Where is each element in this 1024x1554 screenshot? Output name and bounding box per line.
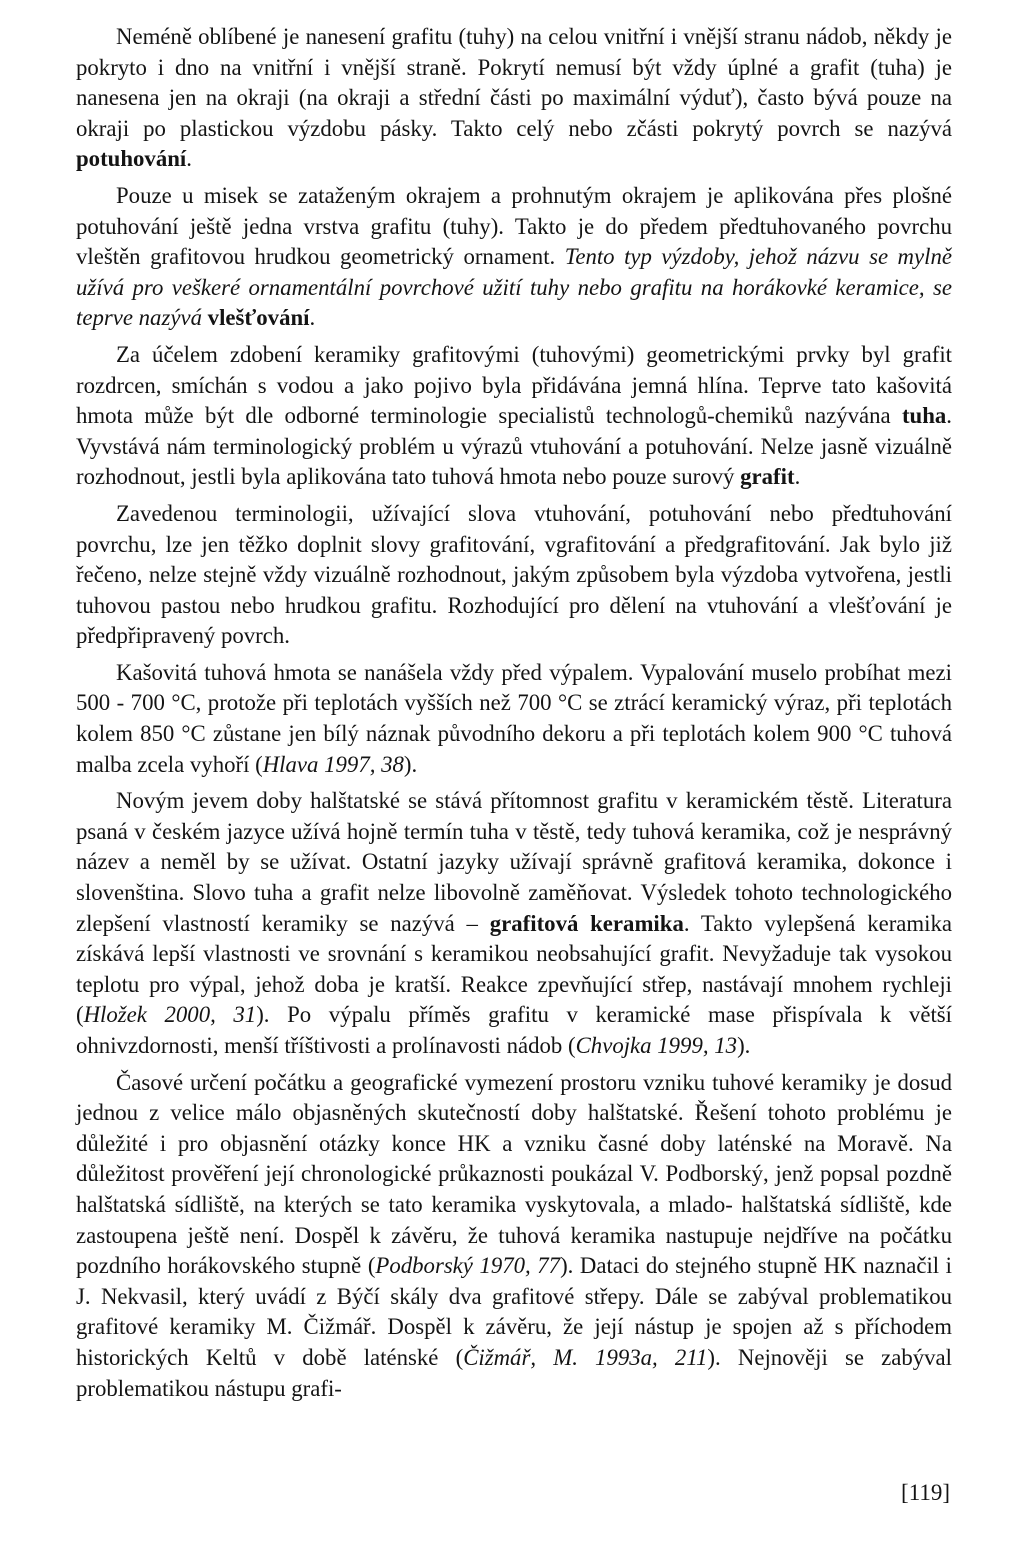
italic-text: Chvojka 1999, 13 bbox=[575, 1033, 738, 1058]
text-run: ). Po výpalu příměs grafitu v keramické mase přispívala k větší ohnivzdornosti, menší tříštivosti a prolínavosti nádob ( bbox=[76, 1002, 952, 1058]
bold-term: tuha bbox=[901, 403, 947, 429]
text-run: Kašovitá tuhová hmota se nanášela vždy před výpalem. Vypalování muselo probíhat mezi 500 - 700 °C, protože při teplotách vyšších než 700 °C se ztrácí keramický výraz, při teplotách kolem 850 °C zůstane jen bílý náznak původního dekoru a při teplotách kolem 900 °C tuhová malba zcela vyhoří ( bbox=[76, 659, 952, 777]
paragraph bbox=[76, 499, 952, 652]
italic-text: Hlava 1997, 38 bbox=[262, 751, 404, 777]
page-number: [119] bbox=[901, 1480, 950, 1505]
bold-term: vlešťování bbox=[207, 305, 310, 331]
text-run: Zavedenou terminologii, užívající slova vtuhování, potuhování nebo předtuhování povrchu, lze jen těžko doplnit slovy grafitování, vgrafitování a předgrafitování. Jak bylo již řečeno, nelze stejně vždy vizuálně rozhodnout, jakým způsobem byla výzdoba vytvořena, jestli tuhovou pastou nebo hrudkou grafitu. Rozhodující pro dělení na vtuhování a vlešťování je předpřipravený povrch. bbox=[76, 500, 952, 649]
text-run: Za účelem zdobení keramiky grafitovými (tuhovými) geometrickými prvky byl grafit rozdrcen, smíchán s vodou a jako pojivo byla přidávána jemná hlína. Teprve tato kašovitá hmota může být dle odborné terminologie specialistů technologů-chemiků nazývána bbox=[76, 341, 952, 429]
text-run: . bbox=[186, 146, 192, 172]
bold-term: grafit bbox=[740, 464, 795, 490]
text-run: Novým jevem doby halštatské se stává přítomnost grafitu v keramickém těstě. Literatura psaná v českém jazyce užívá hojně termín tuha v těstě, tedy tuhová keramika, což je nesprávný název a neměl by se užívat. Ostatní jazyky užívají správně grafitová keramika, dokonce i slovenština. Slovo tuha a grafit nelze libovolně zaměňovat. Výsledek tohoto technologického zlepšení vlastností keramiky se nazývá – bbox=[76, 788, 952, 936]
italic-text: Hložek 2000, 31 bbox=[83, 1002, 257, 1028]
text-run: . bbox=[309, 305, 316, 331]
text-run: ). bbox=[403, 751, 418, 777]
paragraph bbox=[76, 786, 952, 1061]
text-run: Časové určení počátku a geografické vymezení prostoru vzniku tuhové keramiky je dosud jednou z velice málo objasněných skutečností doby halštatské. Řešení tohoto problému je důležité i pro objasnění otázky konce HK a vzniku časné doby laténské na Moravě. Na důležitost prověření její chronologické průkaznosti poukázal V. Podborský, jenž popsal pozdně halštatská sídliště, na kterých se tato keramika vyskytovala, a mlado- halštatská sídliště, kde zastoupena ještě není. Dospěl k závěru, že tuhová keramika nastupuje nejdříve na počátku pozdního horákovského stupně ( bbox=[76, 1069, 952, 1279]
text-run: ). Nejnověji se zabýval problematikou nástupu grafi- bbox=[76, 1344, 952, 1401]
italic-text: Čižmář, M. 1993a, 211 bbox=[463, 1344, 708, 1370]
text-run: ). Dataci do stejného stupně HK naznačil i J. Nekvasil, který uvádí z Býčí skály dva grafitové střepy. Dále se zabýval problematikou grafitové keramiky M. Čižmář. Dospěl k závěru, že její nástup je spojen až s příchodem historických Keltů v době laténské ( bbox=[76, 1253, 952, 1370]
page-body bbox=[76, 22, 952, 1410]
paragraph bbox=[76, 340, 952, 493]
paragraph bbox=[76, 1068, 952, 1405]
italic-text: Podborský 1970, 77 bbox=[375, 1253, 561, 1279]
text-run: . bbox=[794, 464, 801, 490]
bold-term: grafitová keramika bbox=[489, 910, 684, 936]
bold-term: potuhování bbox=[76, 146, 187, 172]
text-run: . Takto vylepšená keramika získává lepší vlastnosti ve srovnání s keramikou neobsahující grafit. Nevyžaduje tak vysokou teplotu pro výpal, jehož doba je kratší. Reakce zpevňující střep, nastávají mnohem rychleji ( bbox=[76, 910, 953, 1028]
text-run: Pouze u misek se zataženým okrajem a prohnutým okrajem je aplikována přes plošné potuhování ještě jedna vrstva grafitu (tuhy). Takto je do předem předtuhovaného povrchu vleštěn grafitovou hrudkou geometrický ornament. bbox=[76, 182, 952, 270]
paragraph bbox=[76, 181, 952, 334]
text-run: . Vyvstává nám terminologický problém u výrazů vtuhování a potuhování. Nelze jasně vizuálně rozhodnout, jestli byla aplikována tato tuhová hmota nebo pouze surový bbox=[76, 403, 952, 490]
text-run: ). bbox=[737, 1033, 751, 1058]
italic-text: Tento typ výzdoby, jehož názvu se mylně užívá pro veškeré ornamentální povrchové užití tuhy nebo grafitu na horákovké keramice, se teprve nazývá bbox=[76, 244, 952, 331]
text-run: Neméně oblíbené je nanesení grafitu (tuhy) na celou vnitřní i vnější stranu nádob, někdy je pokryto i dno na vnitřní i vnější straně. Pokrytí nemusí být vždy úplné a grafit (tuha) je nanesena jen na okraji (na okraji a střední části po maximální výduť), často bývá pouze na okraji po plastickou výzdobu pásky. Takto celý nebo zčásti pokrytý povrch se nazývá bbox=[76, 24, 952, 141]
paragraph bbox=[76, 658, 952, 780]
paragraph bbox=[76, 22, 952, 175]
